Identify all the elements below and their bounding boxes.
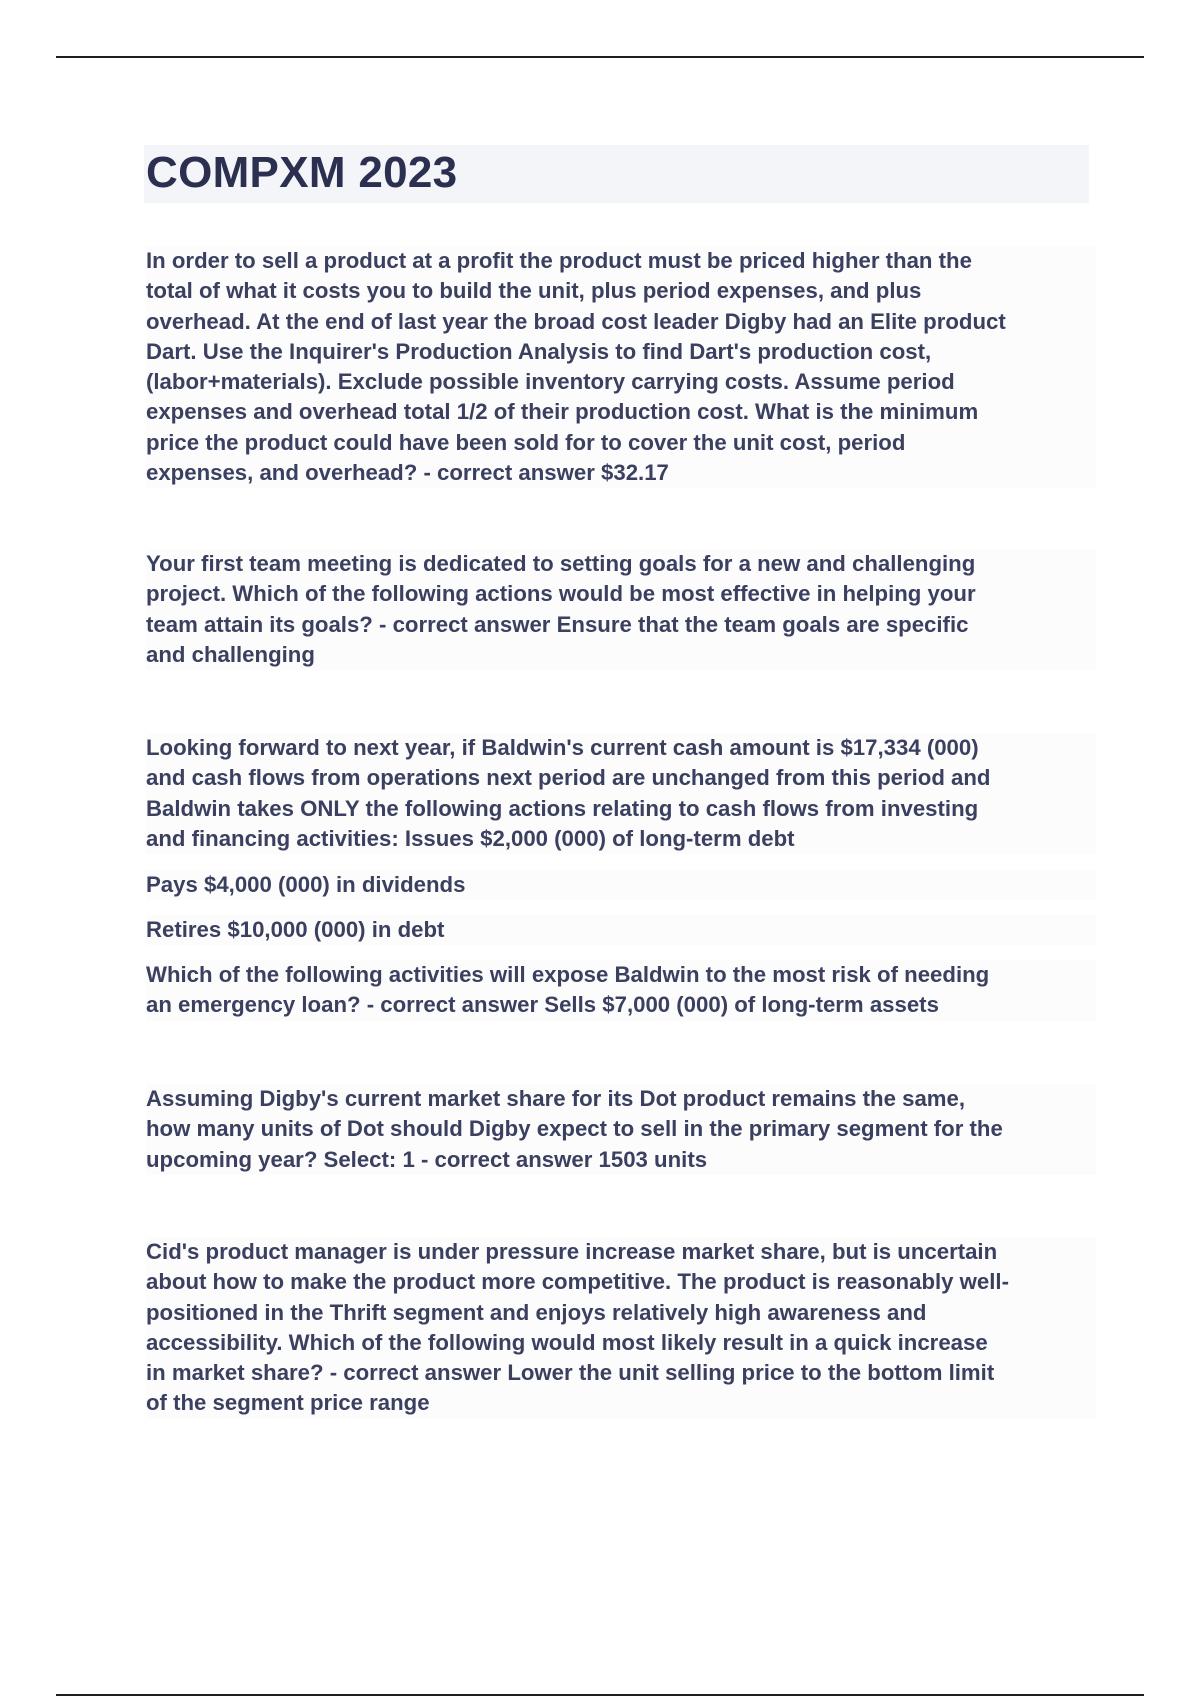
text-line: of the segment price range bbox=[146, 1390, 430, 1416]
text-line: how many units of Dot should Digby expect to sell in the primary segment for the bbox=[146, 1116, 1003, 1142]
question-3 bbox=[146, 733, 1096, 854]
text-line: and financing activities: Issues $2,000 (000) of long-term debt bbox=[146, 825, 795, 851]
question-2 bbox=[146, 549, 1096, 670]
text-line: project. Which of the following actions would be most effective in helping your bbox=[146, 581, 976, 607]
text-line: expenses and overhead total 1/2 of their production cost. What is the minimum bbox=[146, 399, 979, 425]
text-line: overhead. At the end of last year the broad cost leader Digby had an Elite product bbox=[146, 308, 1006, 334]
text-line: in market share? - correct answer Lower the unit selling price to the bottom limit bbox=[146, 1360, 995, 1386]
text-line: upcoming year? Select: 1 - correct answer 1503 units bbox=[146, 1146, 708, 1172]
document-title: COMPXM 2023 bbox=[146, 148, 458, 197]
question-1 bbox=[146, 246, 1096, 488]
text-line: total of what it costs you to build the unit, plus period expenses, and plus bbox=[146, 278, 922, 304]
text-line: about how to make the product more competitive. The product is reasonably well- bbox=[146, 1269, 1009, 1295]
question-3-prompt bbox=[146, 960, 1096, 1021]
text-line: Cid's product manager is under pressure increase market share, but is uncertain bbox=[146, 1239, 998, 1264]
text-line: an emergency loan? - correct answer Sells $7,000 (000) of long-term assets bbox=[146, 992, 939, 1018]
text-line: team attain its goals? - correct answer Ensure that the team goals are specific bbox=[146, 611, 969, 637]
text-line: Retires $10,000 (000) in debt bbox=[146, 917, 445, 942]
text-line: and cash flows from operations next period are unchanged from this period and bbox=[146, 765, 991, 791]
question-3-dividends-line bbox=[146, 870, 1096, 900]
text-line: In order to sell a product at a profit the product must be priced higher than the bbox=[146, 248, 972, 273]
question-3-debt-line bbox=[146, 915, 1096, 945]
bottom-rule bbox=[56, 1694, 1144, 1696]
text-line: Dart. Use the Inquirer's Production Analysis to find Dart's production cost, bbox=[146, 338, 932, 364]
text-line: Your first team meeting is dedicated to setting goals for a new and challenging bbox=[146, 551, 976, 576]
text-line: expenses, and overhead? - correct answer $32.17 bbox=[146, 460, 669, 486]
question-5 bbox=[146, 1237, 1096, 1419]
text-line: Baldwin takes ONLY the following actions relating to cash flows from investing bbox=[146, 795, 979, 821]
text-line: Assuming Digby's current market share for its Dot product remains the same, bbox=[146, 1086, 966, 1111]
text-line: and challenging bbox=[146, 641, 315, 667]
text-line: price the product could have been sold for to cover the unit cost, period bbox=[146, 429, 906, 455]
text-line: positioned in the Thrift segment and enjoys relatively high awareness and bbox=[146, 1299, 927, 1325]
top-rule bbox=[56, 56, 1144, 58]
text-line: Pays $4,000 (000) in dividends bbox=[146, 872, 466, 897]
text-line: Which of the following activities will expose Baldwin to the most risk of needing bbox=[146, 962, 990, 987]
text-line: accessibility. Which of the following would most likely result in a quick increase bbox=[146, 1329, 988, 1355]
question-4 bbox=[146, 1084, 1096, 1175]
text-line: (labor+materials). Exclude possible inventory carrying costs. Assume period bbox=[146, 369, 955, 395]
text-line: Looking forward to next year, if Baldwin's current cash amount is $17,334 (000) bbox=[146, 735, 979, 760]
